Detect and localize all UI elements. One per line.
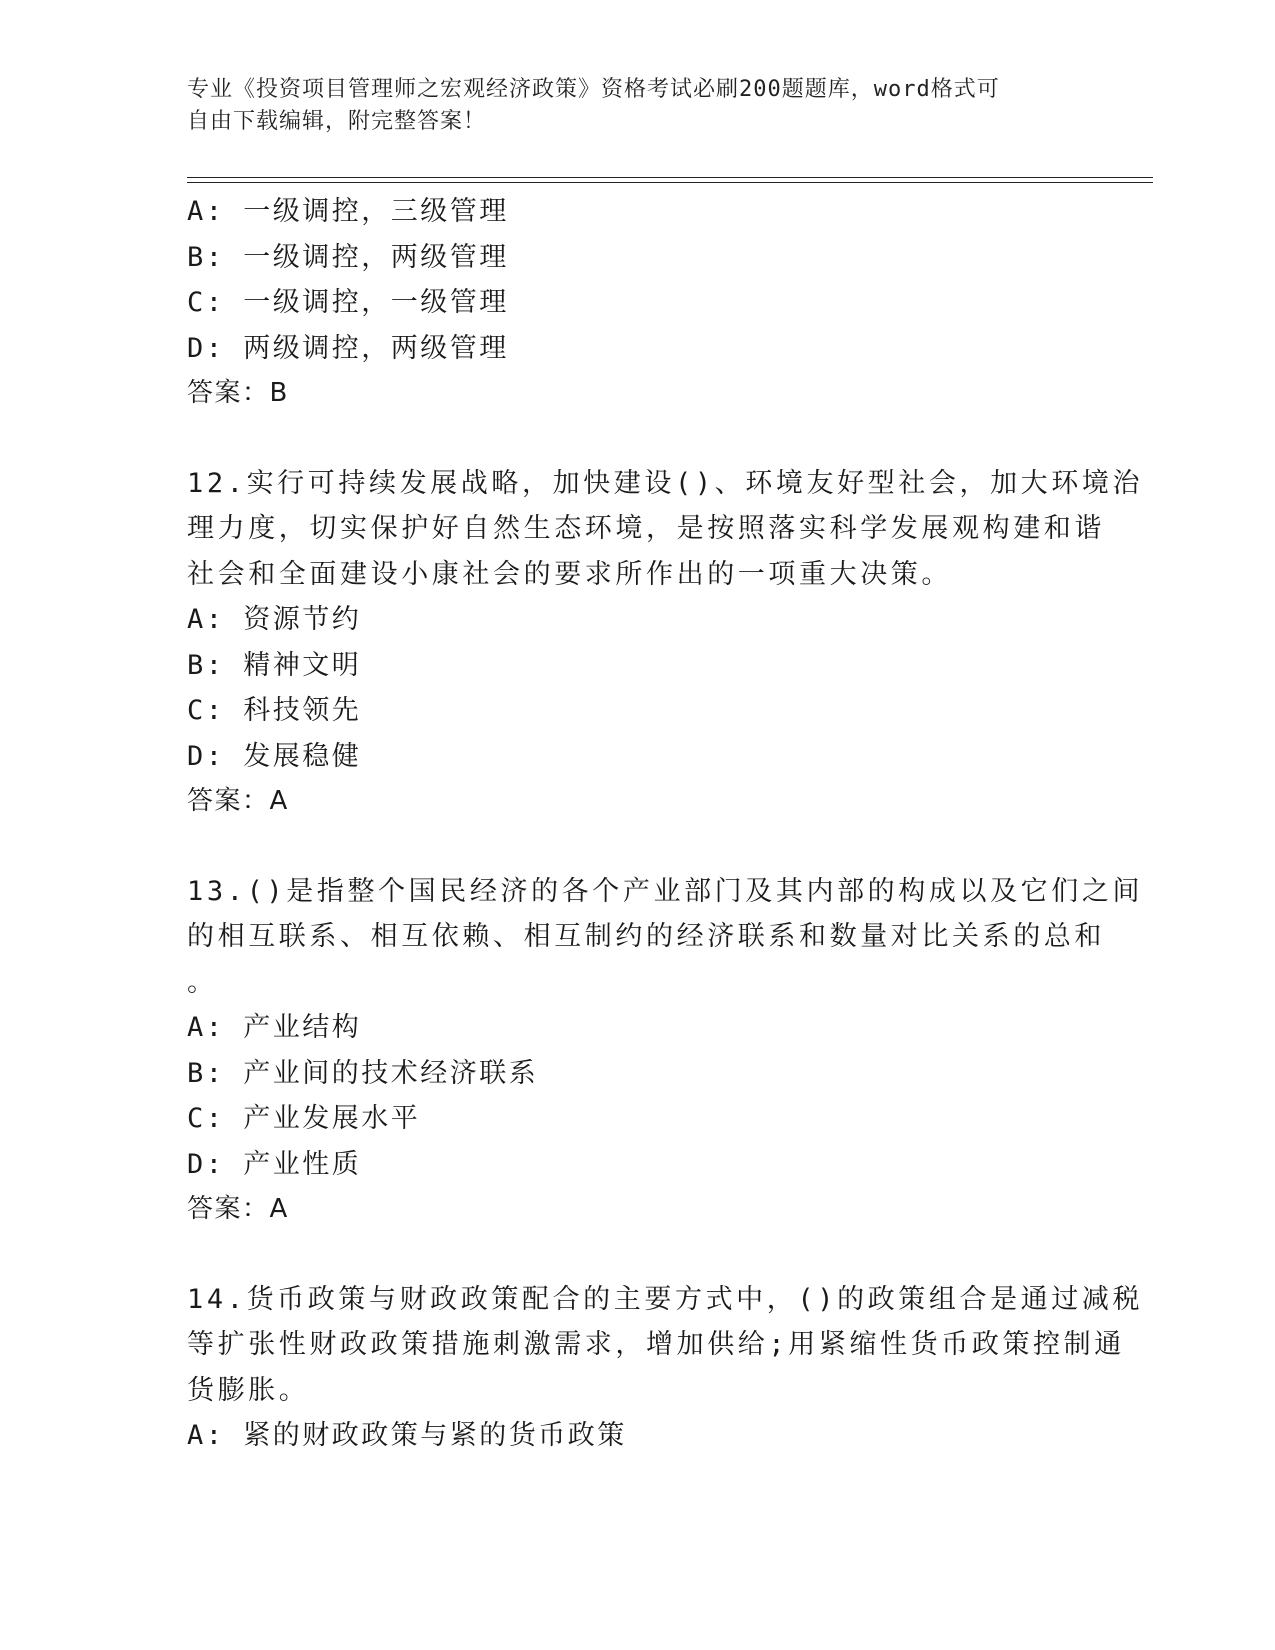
answer: 答案：A	[187, 1194, 289, 1224]
question-line: 13.()是指整个国民经济的各个产业部门及其内部的构成以及它们之间	[187, 875, 1144, 907]
question-line: 12.实行可持续发展战略，加快建设()、环境友好型社会，加大环境治	[187, 467, 1144, 499]
question-line: 的相互联系、相互依赖、相互制约的经济联系和数量对比关系的总和	[187, 921, 1105, 952]
question-line: 理力度，切实保护好自然生态环境，是按照落实科学发展观构建和谐	[187, 513, 1105, 544]
question-text	[187, 869, 1144, 1006]
page-header	[187, 74, 1067, 138]
question-line: 14.货币政策与财政政策配合的主要方式中，()的政策组合是通过减税	[187, 1283, 1144, 1315]
option-a: A: 一级调控，三级管理	[187, 196, 509, 227]
header-rule-bottom	[187, 182, 1153, 183]
option-c: C: 产业发展水平	[187, 1103, 421, 1134]
spacer	[187, 1233, 1087, 1277]
question-line: 社会和全面建设小康社会的要求所作出的一项重大决策。	[187, 558, 952, 590]
option-b: B: 产业间的技术经济联系	[187, 1057, 539, 1089]
answer: 答案：A	[187, 786, 289, 816]
option-a: A: 产业结构	[187, 1012, 362, 1043]
spacer	[187, 825, 1087, 869]
question-block-13	[187, 869, 1144, 1233]
question-line: 货膨胀。	[187, 1374, 310, 1406]
question-block-14	[187, 1277, 1144, 1459]
option-c: C: 一级调控，一级管理	[187, 287, 509, 318]
option-d: D: 发展稳健	[187, 740, 362, 772]
option-a: A: 资源节约	[187, 604, 362, 635]
header-line-1: 专业《投资项目管理师之宏观经济政策》资格考试必刷200题题库，word格式可	[187, 77, 1000, 102]
spacer	[187, 417, 1087, 461]
option-b: B: 一级调控，两级管理	[187, 241, 509, 273]
option-b: B: 精神文明	[187, 649, 362, 681]
option-d: D: 产业性质	[187, 1148, 362, 1180]
question-line: 。	[187, 966, 218, 998]
header-rule-top	[187, 177, 1153, 178]
question-line: 等扩张性财政政策措施刺激需求，增加供给;用紧缩性货币政策控制通	[187, 1329, 1125, 1360]
question-text	[187, 1277, 1144, 1414]
answer: 答案：B	[187, 378, 289, 408]
option-d: D: 两级调控，两级管理	[187, 332, 509, 364]
option-c: C: 科技领先	[187, 695, 362, 726]
question-block-12	[187, 461, 1144, 825]
question-list	[187, 189, 1144, 1459]
header-line-2: 自由下载编辑，附完整答案！	[187, 109, 487, 134]
option-a: A: 紧的财政政策与紧的货币政策	[187, 1420, 627, 1451]
question-block-11	[187, 189, 1087, 417]
question-text	[187, 461, 1144, 598]
